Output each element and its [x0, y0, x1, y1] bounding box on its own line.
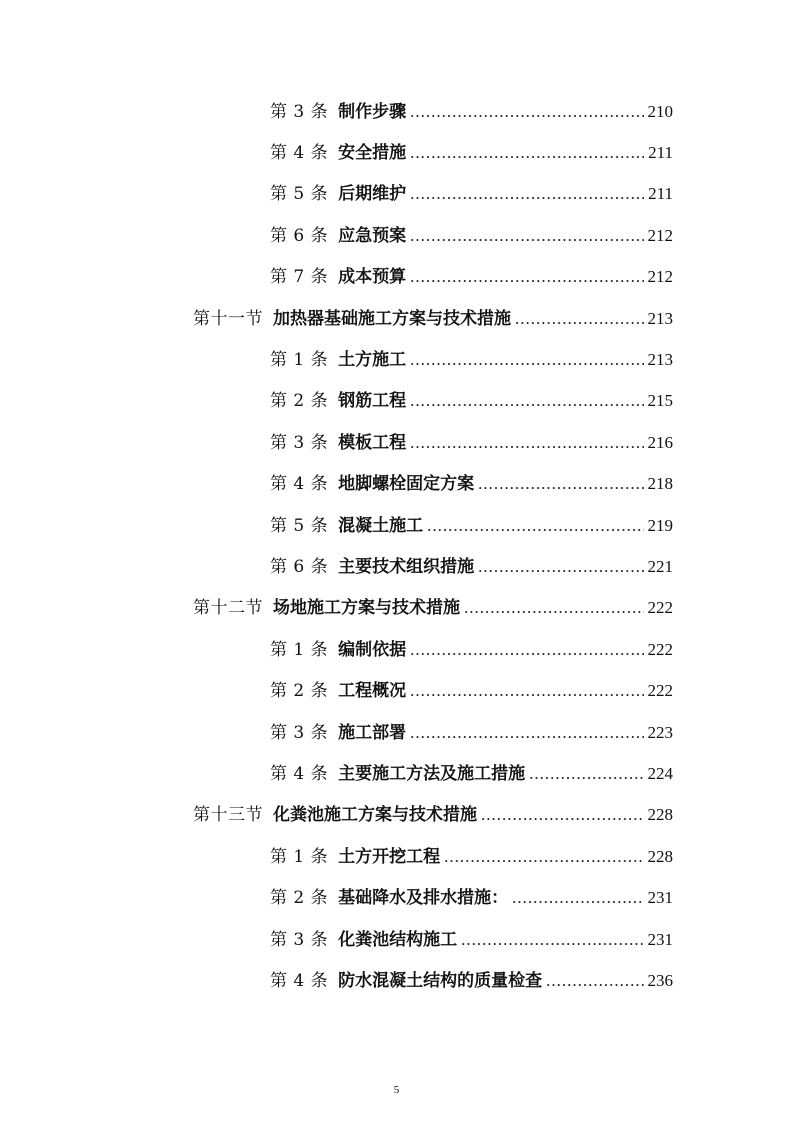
entry-title: 编制依据 [338, 639, 407, 660]
toc-entry[interactable] [0, 670, 793, 711]
entry-number: 第 4 条 [270, 143, 329, 164]
dot-leader [410, 350, 643, 370]
entry-title: 主要施工方法及施工措施 [338, 763, 526, 784]
entry-number: 第 7 条 [270, 267, 329, 288]
toc-entry[interactable] [0, 132, 793, 173]
section-number: 第十三节 [193, 805, 263, 826]
dot-leader [481, 805, 644, 825]
entry-page: 228 [647, 846, 673, 866]
entry-number: 第 4 条 [270, 763, 329, 784]
toc-entry[interactable] [0, 422, 793, 463]
dot-leader [478, 557, 643, 577]
section-number: 第十二节 [193, 598, 263, 619]
dot-leader [410, 391, 643, 411]
entry-number: 第 1 条 [270, 350, 329, 371]
entry-number: 第 2 条 [270, 888, 329, 909]
entry-number: 第 5 条 [270, 515, 329, 536]
dot-leader [410, 433, 643, 453]
entry-number: 第 2 条 [270, 391, 329, 412]
entry-page: 210 [647, 101, 673, 121]
entry-number: 第 5 条 [270, 184, 329, 205]
entry-page: 219 [647, 515, 673, 535]
entry-title: 制作步骤 [338, 101, 407, 122]
toc-section-entry[interactable] [0, 588, 793, 629]
entry-page: 218 [647, 474, 673, 494]
toc-entry[interactable] [0, 629, 793, 670]
dot-leader [410, 226, 643, 246]
entry-page: 231 [647, 888, 673, 908]
entry-number: 第 4 条 [270, 970, 329, 991]
entry-page: 222 [647, 639, 673, 659]
entry-number: 第 1 条 [270, 846, 329, 867]
entry-title: 土方施工 [338, 350, 407, 371]
dot-leader [410, 267, 643, 287]
entry-title: 化粪池结构施工 [338, 929, 458, 950]
entry-page: 213 [647, 350, 673, 370]
dot-leader [512, 888, 643, 908]
dot-leader [410, 640, 643, 660]
toc-entry[interactable] [0, 919, 793, 960]
dot-leader [410, 681, 643, 701]
entry-page: 211 [648, 184, 673, 204]
toc-entry[interactable] [0, 505, 793, 546]
entry-page: 212 [647, 225, 673, 245]
section-title: 场地施工方案与技术措施 [273, 598, 460, 619]
entry-number: 第 3 条 [270, 432, 329, 453]
toc-entry[interactable] [0, 381, 793, 422]
entry-number: 第 4 条 [270, 474, 329, 495]
entry-number: 第 3 条 [270, 722, 329, 743]
entry-title: 施工部署 [338, 722, 407, 743]
dot-leader [410, 723, 643, 743]
toc-entry[interactable] [0, 712, 793, 753]
entry-page: 216 [647, 432, 673, 452]
entry-number: 第 6 条 [270, 225, 329, 246]
dot-leader [515, 309, 644, 329]
toc-section-entry[interactable] [0, 298, 793, 339]
entry-page: 211 [648, 143, 673, 163]
section-title: 加热器基础施工方案与技术措施 [273, 308, 511, 329]
entry-page: 223 [647, 722, 673, 742]
entry-title: 地脚螺栓固定方案 [338, 474, 475, 495]
toc-section-entry[interactable] [0, 795, 793, 836]
toc-entry[interactable] [0, 174, 793, 215]
entry-title: 应急预案 [338, 225, 407, 246]
entry-number: 第 2 条 [270, 681, 329, 702]
toc-entry[interactable] [0, 464, 793, 505]
entry-page: 212 [647, 267, 673, 287]
entry-title: 防水混凝土结构的质量检查 [338, 970, 543, 991]
entry-number: 第 1 条 [270, 639, 329, 660]
entry-title: 钢筋工程 [338, 391, 407, 412]
dot-leader [410, 184, 644, 204]
entry-title: 模板工程 [338, 432, 407, 453]
toc-entry[interactable] [0, 215, 793, 256]
dot-leader [410, 102, 643, 122]
entry-page: 222 [647, 598, 673, 618]
entry-title: 安全措施 [338, 143, 407, 164]
entry-page: 222 [647, 681, 673, 701]
toc-entry[interactable] [0, 960, 793, 1001]
toc-entry[interactable] [0, 836, 793, 877]
toc-entry[interactable] [0, 753, 793, 794]
entry-page: 236 [647, 970, 673, 990]
entry-page: 221 [647, 556, 673, 576]
entry-page: 228 [647, 805, 673, 825]
dot-leader [410, 143, 644, 163]
toc-entry[interactable] [0, 546, 793, 587]
entry-page: 215 [647, 391, 673, 411]
dot-leader [444, 847, 643, 867]
entry-number: 第 6 条 [270, 556, 329, 577]
toc-entry[interactable] [0, 257, 793, 298]
section-title: 化粪池施工方案与技术措施 [273, 805, 477, 826]
dot-leader [529, 764, 643, 784]
toc-entry[interactable] [0, 877, 793, 918]
entry-title: 基础降水及排水措施： [338, 888, 509, 909]
entry-page: 213 [647, 308, 673, 328]
toc-entry[interactable] [0, 339, 793, 380]
dot-leader [461, 930, 643, 950]
section-number: 第十一节 [193, 308, 263, 329]
dot-leader [478, 474, 643, 494]
entry-title: 主要技术组织措施 [338, 556, 475, 577]
table-of-contents [0, 91, 793, 1002]
entry-number: 第 3 条 [270, 101, 329, 122]
dot-leader [464, 598, 644, 618]
page-number: 5 [393, 1084, 400, 1096]
entry-page: 224 [647, 763, 673, 783]
entry-title: 土方开挖工程 [338, 846, 441, 867]
entry-title: 工程概况 [338, 681, 407, 702]
dot-leader [427, 516, 643, 536]
entry-page: 231 [647, 929, 673, 949]
toc-entry[interactable] [0, 91, 793, 132]
entry-title: 成本预算 [338, 267, 407, 288]
entry-title: 后期维护 [338, 184, 407, 205]
dot-leader [546, 971, 643, 991]
entry-title: 混凝土施工 [338, 515, 424, 536]
entry-number: 第 3 条 [270, 929, 329, 950]
